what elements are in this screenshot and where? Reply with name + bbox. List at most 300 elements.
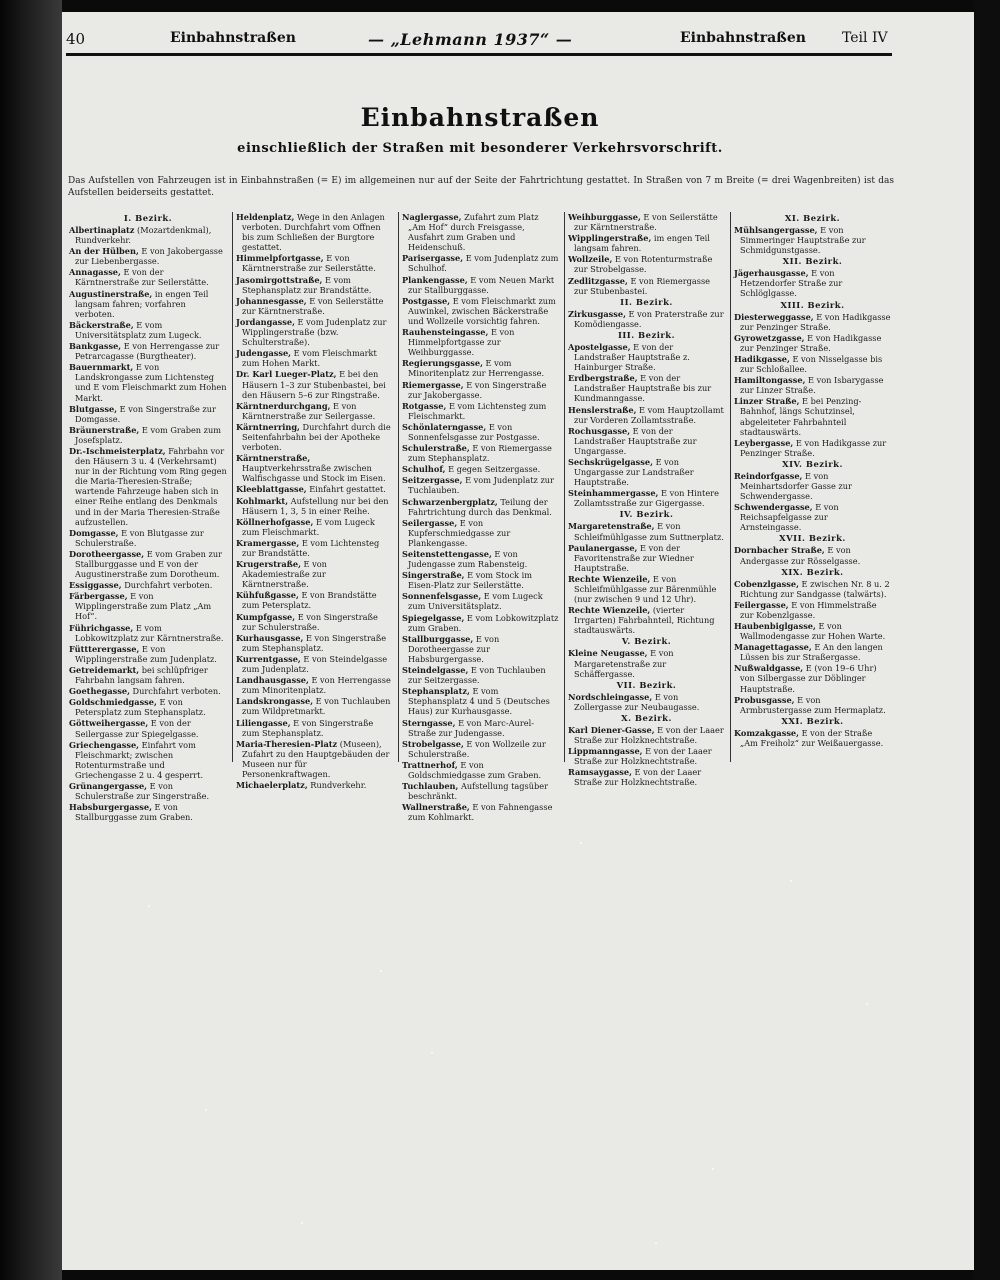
- street-entry: [402, 296, 559, 326]
- street-rule: E von der Landstraßer Hauptstraße z. Hainburger Straße.: [574, 341, 690, 373]
- street-name: Reindorfgasse,: [734, 470, 803, 481]
- street-name: Schönlaterngasse,: [402, 421, 487, 432]
- street-entry: [568, 373, 725, 403]
- column-5: [730, 212, 894, 762]
- street-entry: [69, 320, 227, 340]
- street-name: Schwendergasse,: [734, 502, 813, 513]
- street-rule: E vom Lugeck zum Fleischmarkt.: [242, 516, 375, 537]
- scan-speck: [380, 970, 382, 972]
- street-rule: E von Marc-Aurel-Straße zur Judengasse.: [408, 717, 534, 738]
- district-heading: X. Bezirk.: [621, 712, 672, 723]
- street-name: Rochusgasse,: [568, 425, 631, 436]
- street-rule: E vom Fleischmarkt zum Hohen Markt.: [242, 348, 377, 369]
- street-name: Goethegasse,: [69, 686, 130, 697]
- street-rule: E bei Penzing-Bahnhof, längs Schutzinsel, abgeleiteter Fahrbahnteil stadtauswärts.: [740, 396, 862, 437]
- street-entry: [236, 590, 393, 610]
- street-entry: [69, 362, 227, 402]
- street-rule: E von Stallburggasse zum Graben.: [75, 802, 193, 823]
- street-name: Essiggasse,: [69, 580, 122, 591]
- street-name: Karl Diener-Gasse,: [568, 724, 655, 735]
- street-rule: E von Simmeringer Hauptstraße zur Schmidgunstgasse.: [740, 225, 866, 256]
- page-title: Einbahnstraßen: [360, 103, 600, 132]
- street-name: Getreidemarkt,: [69, 664, 140, 675]
- street-name: Michaelerplatz,: [236, 780, 308, 791]
- street-entry: [69, 289, 227, 319]
- street-rule: Fahrbahn vor den Häusern 3 u. 4 (Verkehrsamt) nur in der Richtung vom Ring gegen die Maria-Theresien-Straße; wartende Fahrzeuge haben sich in einer Reihe entlang des Denkmals und in der Maria Theresien-Straße aufzustellen.: [75, 445, 227, 527]
- street-entry: [69, 225, 227, 245]
- street-name: Komzakgasse,: [734, 727, 799, 738]
- street-entry: [69, 686, 227, 696]
- street-name: Kurhausgasse,: [236, 632, 304, 643]
- street-rule: E von der Laaer Straße zur Holzknechtstraße.: [574, 724, 724, 746]
- street-rule: E von Tuchlauben zum Wildpretmarkt.: [242, 696, 391, 717]
- street-name: Rauhensteingasse,: [402, 327, 489, 338]
- street-name: Rechte Wienzeile,: [568, 573, 651, 584]
- street-entry: [402, 443, 559, 463]
- street-entry: [734, 471, 891, 501]
- street-entry: [236, 538, 393, 558]
- district-heading: XIV. Bezirk.: [782, 458, 843, 469]
- street-rule: E An den langen Lüssen bis zur Straßergasse.: [740, 642, 883, 663]
- page-subtitle: einschließlich der Straßen mit besonderer Verkehrsvorschrift.: [237, 141, 723, 156]
- street-rule: E von Singerstraße zur Domgasse.: [75, 403, 216, 424]
- street-rule: (Museen), Zufahrt zu den Hauptgebäuden der Museen nur für Personenkraftwagen.: [242, 738, 390, 779]
- street-name: Dorotheergasse,: [69, 548, 145, 559]
- street-name: Krugerstraße,: [236, 559, 301, 570]
- district-heading: XI. Bezirk.: [784, 213, 841, 223]
- street-name: Leybergasse,: [734, 437, 794, 448]
- column-4: [564, 212, 728, 788]
- street-rule: Durchfahrt verboten.: [129, 686, 221, 697]
- street-name: Kärntnerring,: [236, 421, 300, 432]
- street-entry: [236, 517, 393, 537]
- street-entry: [402, 686, 559, 716]
- street-rule: E (von 19–6 Uhr) von Silbergasse zur Döblinger Hauptstraße.: [740, 663, 877, 694]
- street-name: Jasomirgottstraße,: [236, 274, 323, 285]
- street-name: Bankgasse,: [69, 341, 122, 352]
- street-rule: E von Dorotheergasse zur Habsburgergasse.: [408, 633, 500, 664]
- street-entry: [236, 675, 393, 695]
- street-entry: [734, 354, 891, 374]
- street-name: Ramsaygasse,: [568, 767, 632, 778]
- street-name: Sterngasse,: [402, 717, 456, 728]
- street-rule: Einfahrt gestattet.: [306, 484, 386, 495]
- street-entry: [69, 644, 227, 664]
- street-name: Nordschleingasse,: [568, 691, 653, 702]
- street-name: Postgasse,: [402, 295, 451, 306]
- street-entry: [402, 518, 559, 548]
- street-rule: E von Brandstätte zum Petersplatz.: [242, 590, 377, 611]
- street-entry: [568, 725, 725, 745]
- street-name: Schulerstraße,: [402, 443, 470, 454]
- street-entry: [236, 696, 393, 716]
- street-rule: E zwischen Nr. 8 u. 2 Richtung zur Sandgasse (talwärts).: [740, 578, 890, 599]
- street-rule: Hauptverkehrsstraße zwischen Walfischgasse und Stock im Eisen.: [242, 463, 386, 484]
- street-name: Zedlitzgasse,: [568, 275, 628, 286]
- street-rule: E von Singerstraße zum Stephansplatz.: [242, 717, 374, 738]
- street-name: An der Hülben,: [69, 246, 139, 257]
- street-name: Hamiltongasse,: [734, 375, 806, 386]
- street-entry: [402, 497, 559, 517]
- street-rule: E von Akademiestraße zur Kärntnerstraße.: [242, 559, 327, 590]
- scan-speck: [431, 1052, 433, 1054]
- street-entry: [236, 612, 393, 632]
- street-entry: [69, 665, 227, 685]
- street-name: Himmelpfortgasse,: [236, 253, 324, 264]
- street-entry: [402, 475, 559, 495]
- street-entry: [568, 648, 725, 678]
- header-right-title: Einbahnstraßen: [680, 30, 806, 46]
- street-entry: [568, 746, 725, 766]
- street-entry: [568, 342, 725, 372]
- street-entry: [236, 484, 393, 494]
- street-rule: E von Armbrustergasse zum Hermaplatz.: [740, 694, 886, 715]
- street-rule: E von der Landstraßer Hauptstraße zur Ungargasse.: [574, 425, 697, 456]
- street-rule: E vom Lichtensteg zum Fleischmarkt.: [408, 400, 547, 421]
- street-entry: [69, 341, 227, 361]
- street-rule: E von Singerstraße zum Stephansplatz.: [242, 632, 387, 653]
- street-rule: E vom Fleischmarkt zum Auwinkel, zwischen Bäckerstraße und Wollzeile vorsichtig fahren.: [408, 295, 556, 326]
- street-rule: E vom Neuen Markt zur Stallburggasse.: [408, 274, 555, 295]
- street-entry: [402, 591, 559, 611]
- district-heading: V. Bezirk.: [621, 636, 672, 647]
- street-entry: [402, 422, 559, 442]
- street-entry: [236, 253, 393, 273]
- street-entry: [734, 663, 891, 693]
- street-entry: [734, 695, 891, 715]
- street-name: Zirkusgasse,: [568, 308, 626, 319]
- street-rule: E von Zollergasse zur Neubaugasse.: [574, 691, 700, 712]
- street-rule: Aufstellung nur bei den Häusern 1, 3, 5 in einer Reihe.: [242, 495, 389, 516]
- street-entry: [734, 268, 891, 298]
- street-name: Wallnerstraße,: [402, 802, 470, 813]
- column-2: [232, 212, 396, 791]
- street-rule: E von Andergasse zur Rösselgasse.: [740, 545, 861, 566]
- street-rule: Aufstellung tagsüber beschränkt.: [408, 781, 549, 802]
- street-entry: [402, 358, 559, 378]
- street-name: Grünangergasse,: [69, 780, 148, 791]
- street-entry: [69, 528, 227, 548]
- street-name: Weihburggasse,: [568, 212, 641, 222]
- header-rule: [66, 53, 892, 56]
- district-heading: XIX. Bezirk.: [781, 566, 844, 577]
- street-rule: E von Riemergasse zur Stubenbastei.: [574, 275, 711, 296]
- street-name: Gyrowetzgasse,: [734, 332, 805, 343]
- street-rule: E von Tuchlauben zur Seitzergasse.: [408, 665, 546, 686]
- street-name: Kohlmarkt,: [236, 495, 289, 506]
- street-entry: [402, 464, 559, 474]
- street-entry: [402, 760, 559, 780]
- street-rule: E von Praterstraße zur Komödiengasse.: [574, 308, 724, 329]
- street-rule: E von der Seilergasse zur Spiegelgasse.: [75, 718, 199, 739]
- street-rule: E von Isbarygasse zur Linzer Straße.: [740, 375, 884, 396]
- district-heading: VII. Bezirk.: [616, 679, 677, 690]
- street-entry: [69, 591, 227, 621]
- district-heading: XVII. Bezirk.: [779, 533, 846, 544]
- street-entry: [236, 401, 393, 421]
- street-entry: [568, 212, 725, 232]
- street-name: Steindelgasse,: [402, 665, 469, 676]
- scan-speck: [866, 1003, 868, 1005]
- street-entry: [236, 496, 393, 516]
- street-rule: E vom Hauptzollamt zur Vorderen Zollamtsstraße.: [574, 404, 724, 425]
- street-rule: E von Hintere Zollamtsstraße zur Gigergasse.: [574, 488, 719, 509]
- street-name: Domgasse,: [69, 527, 119, 538]
- scan-speck: [580, 842, 582, 844]
- street-rule: E von Hetzendorfer Straße zur Schlöglgasse.: [740, 268, 843, 299]
- street-entry: [236, 317, 393, 347]
- street-entry: [69, 246, 227, 266]
- district-heading: I. Bezirk.: [123, 213, 173, 223]
- street-name: Judengasse,: [236, 348, 292, 359]
- street-name: Johannesgasse,: [236, 295, 307, 306]
- street-name: Maria-Theresien-Platz: [236, 738, 338, 749]
- street-entry: [402, 634, 559, 664]
- street-name: Habsburgergasse,: [69, 802, 152, 813]
- header-left-title: Einbahnstraßen: [170, 30, 296, 46]
- street-name: Färbergasse,: [69, 591, 128, 602]
- street-name: Füttterergasse,: [69, 643, 140, 654]
- street-name: Göttweihergasse,: [69, 718, 149, 729]
- street-entry: [69, 718, 227, 738]
- street-entry: [734, 728, 891, 748]
- street-rule: (vierter Irrgarten) Fahrbahnteil, Richtung stadtauswärts.: [574, 605, 715, 636]
- street-name: Kleeblattgasse,: [236, 484, 307, 495]
- street-entry: [236, 633, 393, 653]
- district-heading: XII. Bezirk.: [782, 256, 843, 267]
- street-name: Dr.-Ischmeisterplatz,: [69, 445, 166, 456]
- column-3: [398, 212, 562, 823]
- street-entry: [236, 275, 393, 295]
- street-name: Landskrongasse,: [236, 696, 314, 707]
- street-name: Trattnerhof,: [402, 759, 458, 770]
- street-entry: [734, 621, 891, 641]
- street-entry: [402, 549, 559, 569]
- street-entry: [402, 327, 559, 357]
- street-entry: [236, 348, 393, 368]
- street-entry: [69, 549, 227, 579]
- street-entry: [568, 233, 725, 253]
- street-entry: [402, 781, 559, 801]
- street-name: Wollzeile,: [568, 254, 613, 265]
- street-rule: E von Fahnengasse zum Kohlmarkt.: [408, 802, 553, 823]
- street-name: Heldenplatz,: [236, 212, 295, 222]
- scan-right-edge: [974, 0, 1000, 1280]
- street-rule: E vom Lugeck zum Universitätsplatz.: [408, 591, 543, 612]
- street-name: Dornbacher Straße,: [734, 545, 825, 556]
- street-rule: E von Jakobergasse zur Liebenbergasse.: [75, 246, 223, 267]
- street-name: Sechskrügelgasse,: [568, 456, 653, 467]
- street-entry: [236, 453, 393, 483]
- street-name: Albertinaplatz: [69, 225, 135, 235]
- street-entry: [568, 405, 725, 425]
- street-entry: [69, 623, 227, 643]
- street-rule: E von der Favoritenstraße zur Wiedner Hauptstraße.: [574, 542, 694, 573]
- scan-speck: [148, 905, 150, 907]
- street-name: Spiegelgasse,: [402, 612, 465, 623]
- header-center-title: — „Lehmann 1937“ —: [368, 30, 573, 49]
- street-name: Sonnenfelsgasse,: [402, 591, 482, 602]
- street-rule: E von Schulerstraße zur Singerstraße.: [75, 780, 210, 802]
- street-entry: [568, 488, 725, 508]
- district-heading: IV. Bezirk.: [619, 509, 674, 520]
- street-name: Regierungsgasse,: [402, 358, 483, 369]
- street-rule: E von Margaretenstraße zur Schäffergasse.: [574, 648, 674, 679]
- street-entry: [568, 574, 725, 604]
- street-name: Seitzergasse,: [402, 475, 463, 486]
- street-name: Margaretenstraße,: [568, 521, 655, 532]
- street-entry: [568, 426, 725, 456]
- street-rule: E von Hadikgasse zur Penzinger Straße.: [740, 332, 882, 353]
- header-part-label: Teil IV: [842, 30, 888, 46]
- scan-left-margin: [0, 0, 62, 1280]
- street-rule: E von der Straße „Am Freiholz“ zur Weißauergasse.: [740, 727, 884, 748]
- street-rule: E von Hadikgasse zur Penzinger Straße.: [740, 437, 887, 458]
- street-name: Kärntnerstraße,: [236, 453, 311, 464]
- scan-speck: [205, 1109, 207, 1111]
- street-entry: [568, 309, 725, 329]
- street-rule: E von Hadikgasse zur Penzinger Straße.: [740, 311, 891, 332]
- street-entry: [734, 333, 891, 353]
- street-rule: E von Riemergasse zum Stephansplatz.: [408, 443, 552, 464]
- street-name: Paulanergasse,: [568, 542, 638, 553]
- street-rule: E vom Judenplatz zur Tuchlauben.: [408, 475, 554, 496]
- street-name: Blutgasse,: [69, 403, 118, 414]
- street-name: Henslerstraße,: [568, 404, 637, 415]
- street-name: Seitenstettengasse,: [402, 549, 492, 559]
- street-rule: E vom Universitätsplatz zum Lugeck.: [75, 319, 202, 340]
- street-entry: [568, 254, 725, 274]
- street-name: Probusgasse,: [734, 694, 795, 705]
- street-name: Erdbergstraße,: [568, 373, 638, 384]
- street-entry: [69, 446, 227, 527]
- street-rule: E von Wipplingerstraße zum Judenplatz.: [75, 643, 217, 664]
- street-rule: E von Blutgasse zur Schulerstraße.: [75, 527, 204, 548]
- street-rule: E von Wipplingerstraße zum Platz „Am Hof“.: [75, 591, 212, 622]
- street-name: Kurrentgasse,: [236, 653, 301, 664]
- street-rule: E von Landskrongasse zum Lichtensteg und E vom Fleischmarkt zum Hohen Markt.: [75, 362, 227, 403]
- street-entry: [236, 739, 393, 779]
- street-name: Steinhammergasse,: [568, 488, 659, 499]
- street-name: Kramergasse,: [236, 537, 300, 548]
- street-entry: [236, 369, 393, 399]
- street-name: Jordangasse,: [236, 316, 295, 327]
- street-name: Mühlsangergasse,: [734, 225, 818, 235]
- street-entry: [236, 718, 393, 738]
- street-name: Naglergasse,: [402, 212, 462, 222]
- street-entry: [236, 212, 393, 252]
- street-rule: E vom Stephansplatz 4 und 5 (Deutsches Haus) zur Kurhausgasse.: [408, 686, 550, 717]
- street-rule: E von Petersplatz zum Stephansplatz.: [75, 697, 206, 718]
- street-name: Bauernmarkt,: [69, 362, 134, 373]
- street-list-columns: [66, 212, 896, 823]
- street-name: Cobenzlgasse,: [734, 578, 799, 589]
- street-rule: Durchfahrt durch die Seitenfahrbahn bei der Apotheke verboten.: [242, 421, 391, 453]
- street-rule: E von Nisselgasse bis zur Schloßallee.: [740, 353, 883, 375]
- street-rule: E von Seilerstätte zur Kärntnerstraße.: [574, 212, 718, 233]
- street-rule: E von Singerstraße zur Schulerstraße.: [242, 611, 378, 632]
- district-heading: XXI. Bezirk.: [781, 715, 844, 726]
- street-entry: [568, 276, 725, 296]
- street-rule: E vom Minoritenplatz zur Herrengasse.: [408, 358, 545, 379]
- scan-speck: [712, 1168, 714, 1170]
- street-entry: [236, 422, 393, 452]
- street-name: Kühfußgasse,: [236, 590, 299, 601]
- street-rule: E von Kärntnerstraße zur Seilergasse.: [242, 400, 376, 421]
- street-rule: E von Himmelpfortgasse zur Weihburggasse.: [408, 327, 515, 358]
- street-name: Kärntnerdurchgang,: [236, 400, 331, 411]
- street-rule: E vom Graben zum Josefsplatz.: [75, 424, 222, 445]
- street-rule: E von Meinhartsdorfer Gasse zur Schwendergasse.: [740, 470, 852, 502]
- street-entry: [69, 404, 227, 424]
- street-rule: E von Goldschmiedgasse zum Graben.: [408, 759, 542, 780]
- street-entry: [402, 401, 559, 421]
- scan-speck: [301, 1222, 303, 1224]
- street-name: Schulhof,: [402, 464, 446, 475]
- scan-speck: [655, 1242, 657, 1244]
- district-heading: II. Bezirk.: [620, 296, 673, 307]
- street-name: Singerstraße,: [402, 570, 465, 581]
- street-rule: E von Sonnenfelsgasse zur Postgasse.: [408, 421, 540, 442]
- street-entry: [568, 521, 725, 541]
- street-name: Dr. Karl Lueger-Platz,: [236, 369, 337, 380]
- street-rule: E von der Landstraßer Hauptstraße bis zur Kundmanngasse.: [574, 373, 712, 404]
- street-rule: E von Kupferschmiedgasse zur Plankengasse.: [408, 517, 511, 548]
- street-name: Bräunerstraße,: [69, 424, 140, 435]
- street-entry: [402, 718, 559, 738]
- street-rule: E von Wollzeile zur Schulerstraße.: [408, 738, 546, 759]
- street-entry: [69, 802, 227, 822]
- street-name: Stallburggasse,: [402, 633, 474, 644]
- street-entry: [236, 559, 393, 589]
- street-rule: Zufahrt zum Platz „Am Hof“ durch Freisgasse, Ausfahrt zum Graben und Heidenschuß.: [408, 212, 539, 253]
- street-rule: Durchfahrt verboten.: [121, 580, 213, 591]
- street-rule: E vom Graben zur Stallburggasse und E von der Augustinerstraße zum Dorotheum.: [75, 548, 223, 580]
- street-name: Bäckerstraße,: [69, 319, 134, 330]
- street-entry: [734, 502, 891, 532]
- street-name: Managettagasse,: [734, 642, 812, 653]
- street-name: Stephansplatz,: [402, 686, 470, 697]
- street-rule: E von Rotenturmstraße zur Strobelgasse.: [574, 254, 713, 275]
- column-1: [66, 212, 230, 823]
- street-entry: [734, 375, 891, 395]
- running-header: [66, 30, 896, 52]
- street-name: Führichgasse,: [69, 622, 134, 633]
- street-rule: E von der Kärntnerstraße zur Seilerstätte.: [75, 267, 209, 288]
- street-name: Annagasse,: [69, 267, 121, 278]
- street-entry: [402, 613, 559, 633]
- street-rule: E von Kärntnerstraße zur Seilerstätte.: [242, 253, 376, 274]
- street-entry: [568, 767, 725, 787]
- street-rule: E von Singerstraße zur Jakobergasse.: [408, 379, 547, 400]
- street-rule: E von Wallmodengasse zur Hohen Warte.: [740, 621, 886, 642]
- street-entry: [236, 296, 393, 316]
- street-entry: [734, 545, 891, 565]
- street-entry: [402, 802, 559, 822]
- street-entry: [69, 580, 227, 590]
- street-entry: [568, 692, 725, 712]
- street-name: Hadikgasse,: [734, 353, 790, 364]
- street-name: Nußwaldgasse,: [734, 663, 804, 674]
- street-entry: [734, 438, 891, 458]
- street-entry: [402, 275, 559, 295]
- street-rule: Wege in den Anlagen verboten. Durchfahrt vom Offnen bis zum Schließen der Burgtore gestattet.: [242, 212, 385, 253]
- street-rule: E von Judengasse zum Rabensteig.: [408, 549, 528, 570]
- street-entry: [734, 312, 891, 332]
- street-rule: E vom Stock im Eisen-Platz zur Seilerstätte.: [408, 570, 532, 591]
- street-name: Jägerhausgasse,: [734, 268, 809, 279]
- street-rule: E von Schleifmühlgasse zum Suttnerplatz.: [574, 521, 724, 542]
